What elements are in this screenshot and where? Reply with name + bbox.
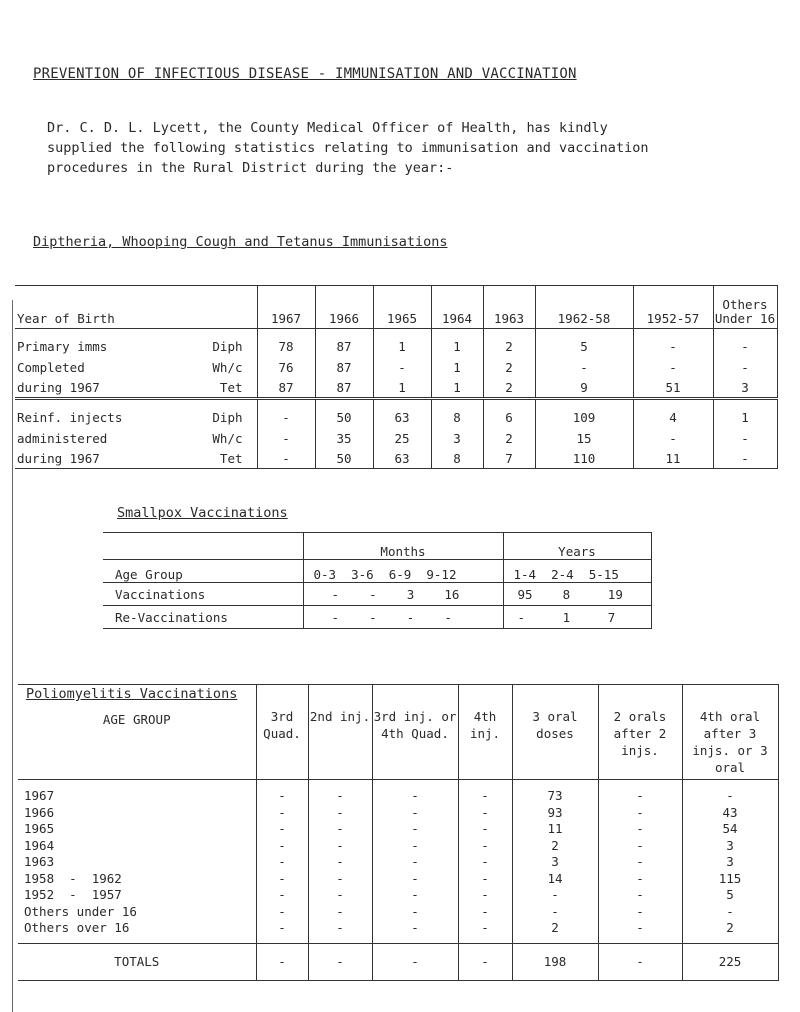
table-cell: - [308, 854, 372, 871]
vaccine-label: Tet [185, 448, 257, 469]
table-cell: 9 [535, 377, 633, 399]
table-cell: 87 [315, 329, 373, 358]
table-cell: 93 [512, 805, 598, 822]
totals-cell: - [308, 943, 372, 980]
table-cell: 8 [431, 399, 483, 429]
dwt-section-title: Diptheria, Whooping Cough and Tetanus Immunisations [33, 234, 448, 250]
table-cell: - [372, 838, 458, 855]
table-cell: - [458, 780, 512, 805]
column-header: 2 orals after 2 injs. [598, 685, 682, 780]
table-cell: 73 [512, 780, 598, 805]
table-cell: - [256, 780, 308, 805]
column-header: 1962-58 [535, 286, 633, 329]
age-group-label: Others over 16 [18, 920, 256, 943]
table-cell: 3 [512, 854, 598, 871]
vaccine-label: Tet [185, 377, 257, 399]
table-row [15, 329, 777, 358]
months-header: Months [303, 533, 503, 560]
table-cell: - [256, 821, 308, 838]
table-cell: - [256, 887, 308, 904]
table-cell: - [458, 887, 512, 904]
age-group-header-cell [18, 685, 256, 780]
table-row [18, 805, 778, 822]
table-cell: - [598, 838, 682, 855]
column-header: 3 oral doses [512, 685, 598, 780]
years-values: - 1 7 [503, 606, 651, 629]
table-row [18, 871, 778, 888]
age-group-label: 1964 [24, 837, 55, 853]
table-row [18, 838, 778, 855]
table-row [15, 448, 777, 469]
table-cell: - [713, 448, 777, 469]
table-cell: 115 [682, 871, 778, 888]
table-cell: - [512, 887, 598, 904]
table-cell: 50 [315, 448, 373, 469]
table-cell: - [458, 904, 512, 921]
vaccine-label: Wh/c [212, 430, 243, 446]
table-cell: 87 [315, 357, 373, 377]
column-header: Others Under 16 [713, 286, 777, 329]
table-cell: - [458, 920, 512, 943]
table-cell: - [256, 871, 308, 888]
table-cell: 1 [431, 377, 483, 399]
smallpox-table [103, 532, 652, 629]
smallpox-section-title: Smallpox Vaccinations [117, 505, 288, 521]
age-group-header: Age Group [103, 560, 303, 583]
column-header [185, 286, 257, 329]
table-cell: 110 [535, 448, 633, 469]
age-group-label: 1963 [24, 854, 55, 869]
table-cell: - [598, 854, 682, 871]
column-header: 4th inj. [458, 685, 512, 780]
table-header-row [15, 286, 777, 329]
table-cell: - [633, 329, 713, 358]
row-label: Vaccinations [103, 583, 303, 606]
row-label: Primary imms [17, 338, 108, 354]
age-group-label: Others under 16 [24, 903, 137, 919]
table-cell: 3 [713, 377, 777, 399]
table-cell: 1 [373, 329, 431, 358]
table-cell: - [373, 357, 431, 377]
intro-line: procedures in the Rural District during the year:- [47, 160, 454, 176]
table-row [15, 377, 777, 399]
table-cell: 5 [535, 329, 633, 358]
totals-cell: 198 [512, 943, 598, 980]
table-cell: - [372, 871, 458, 888]
table-cell: - [372, 854, 458, 871]
table-row [103, 606, 651, 629]
age-group-label: 1952 - 1957 [24, 887, 122, 902]
age-group-label: 1965 [24, 821, 55, 836]
row-label: administered [17, 430, 108, 446]
table-cell: - [535, 357, 633, 377]
vaccine-label: Wh/c [212, 359, 243, 375]
table-cell: 35 [315, 428, 373, 448]
table-cell: - [308, 887, 372, 904]
table-cell: - [458, 838, 512, 855]
table-row [15, 399, 777, 429]
table-cell: 6 [483, 399, 535, 429]
table-cell: - [372, 920, 458, 943]
table-cell: - [713, 357, 777, 377]
column-header: 1963 [483, 286, 535, 329]
table-cell: - [713, 428, 777, 448]
totals-cell: - [598, 943, 682, 980]
table-cell: 76 [257, 357, 315, 377]
table-cell: 54 [682, 821, 778, 838]
table-cell: - [256, 904, 308, 921]
polio-section-title: Poliomyelitis Vaccinations [26, 686, 238, 702]
table-cell: - [598, 805, 682, 822]
totals-cell: 225 [682, 943, 778, 980]
table-cell: - [372, 805, 458, 822]
table-cell: 14 [512, 871, 598, 888]
table-row [18, 920, 778, 943]
years-subheader: 1-4 2-4 5-15 [503, 560, 651, 583]
table-cell: - [598, 871, 682, 888]
table-cell: 3 [682, 854, 778, 871]
table-cell: 1 [373, 377, 431, 399]
dwt-immunisation-table [15, 285, 778, 469]
table-subheader-row [103, 560, 651, 583]
table-cell: - [598, 920, 682, 943]
table-row [18, 821, 778, 838]
table-cell: 1 [431, 329, 483, 358]
table-cell: 7 [483, 448, 535, 469]
table-cell: - [308, 904, 372, 921]
table-cell: - [256, 805, 308, 822]
totals-label: TOTALS [18, 943, 256, 980]
vaccine-label: Diph [212, 409, 243, 425]
table-cell: - [458, 871, 512, 888]
table-cell: - [372, 780, 458, 805]
totals-cell: - [256, 943, 308, 980]
table-cell: - [256, 920, 308, 943]
table-cell: - [308, 805, 372, 822]
table-cell: - [372, 821, 458, 838]
table-cell: 15 [535, 428, 633, 448]
months-values: - - 3 16 [303, 583, 503, 606]
row-label: Reinf. injects [17, 409, 123, 425]
table-cell: 4 [633, 399, 713, 429]
table-cell: 8 [431, 448, 483, 469]
table-cell: 1 [713, 399, 777, 429]
table-cell: 5 [682, 887, 778, 904]
table-cell: 3 [431, 428, 483, 448]
blank-header [103, 533, 303, 560]
table-cell: - [257, 448, 315, 469]
table-cell: - [512, 904, 598, 921]
table-cell: 11 [633, 448, 713, 469]
table-cell: - [257, 428, 315, 448]
table-row [15, 428, 777, 448]
table-cell: - [598, 904, 682, 921]
table-cell: - [598, 821, 682, 838]
age-group-label: 1958 - 1962 [24, 870, 122, 886]
table-cell: 1 [431, 357, 483, 377]
table-row [18, 780, 778, 805]
table-cell: - [308, 920, 372, 943]
row-label: Completed [17, 359, 85, 375]
age-group-label: 1966 [24, 804, 55, 820]
months-values: - - - - [303, 606, 503, 629]
table-cell: 87 [315, 377, 373, 399]
table-cell: 2 [682, 920, 778, 943]
column-header: 1964 [431, 286, 483, 329]
left-margin-rule [12, 300, 13, 1012]
row-label: during 1967 [15, 377, 185, 399]
table-cell: - [256, 838, 308, 855]
column-header: 1966 [315, 286, 373, 329]
table-cell: 63 [373, 448, 431, 469]
intro-line: supplied the following statistics relating to immunisation and vaccination [47, 140, 649, 156]
table-cell: 87 [257, 377, 315, 399]
table-cell: - [598, 780, 682, 805]
column-header: 2nd inj. [308, 685, 372, 780]
column-header: 1967 [257, 286, 315, 329]
table-cell: - [372, 887, 458, 904]
column-header: 1952-57 [633, 286, 713, 329]
table-cell: 51 [633, 377, 713, 399]
table-cell: - [256, 854, 308, 871]
table-cell: - [713, 329, 777, 358]
table-cell: - [308, 780, 372, 805]
column-header: 3rd inj. or 4th Quad. [372, 685, 458, 780]
table-cell: - [308, 871, 372, 888]
table-header-row [18, 685, 778, 780]
table-cell: 43 [682, 805, 778, 822]
table-cell: 11 [512, 821, 598, 838]
table-cell: - [458, 821, 512, 838]
totals-row [18, 943, 778, 980]
intro-line: Dr. C. D. L. Lycett, the County Medical Officer of Health, has kindly [47, 120, 608, 136]
table-row [103, 583, 651, 606]
table-cell: - [308, 821, 372, 838]
table-cell: 3 [682, 838, 778, 855]
years-values: 95 8 19 [503, 583, 651, 606]
table-cell: 2 [483, 357, 535, 377]
years-header: Years [503, 533, 651, 560]
totals-cell: - [372, 943, 458, 980]
table-cell: 2 [483, 377, 535, 399]
row-label: Re-Vaccinations [103, 606, 303, 629]
totals-cell: - [458, 943, 512, 980]
column-header: 3rd Quad. [256, 685, 308, 780]
table-cell: - [598, 887, 682, 904]
intro-paragraph [47, 118, 747, 178]
row-label: during 1967 [15, 448, 185, 469]
page-heading: PREVENTION OF INFECTIOUS DISEASE - IMMUNISATION AND VACCINATION [33, 66, 577, 82]
table-row [18, 854, 778, 871]
vaccine-label: Diph [212, 338, 243, 354]
table-cell: - [682, 904, 778, 921]
months-subheader: 0-3 3-6 6-9 9-12 [303, 560, 503, 583]
column-header: 4th oral after 3 injs. or 3 oral [682, 685, 778, 780]
table-cell: - [633, 428, 713, 448]
table-cell: 78 [257, 329, 315, 358]
table-cell: - [372, 904, 458, 921]
column-header: 1965 [373, 286, 431, 329]
table-row [18, 887, 778, 904]
table-cell: 25 [373, 428, 431, 448]
age-group-label: 1967 [18, 780, 256, 805]
table-cell: - [458, 805, 512, 822]
table-cell: 63 [373, 399, 431, 429]
table-cell: 2 [483, 329, 535, 358]
table-cell: - [308, 838, 372, 855]
table-cell: - [633, 357, 713, 377]
table-row [18, 904, 778, 921]
table-row [15, 357, 777, 377]
table-cell: 2 [483, 428, 535, 448]
table-cell: 50 [315, 399, 373, 429]
table-cell: - [458, 854, 512, 871]
table-cell: - [257, 399, 315, 429]
table-cell: 2 [512, 920, 598, 943]
table-cell: 109 [535, 399, 633, 429]
table-cell: - [682, 780, 778, 805]
table-header-row [103, 533, 651, 560]
age-group-header: AGE GROUP [102, 712, 171, 727]
table-cell: 2 [512, 838, 598, 855]
column-header: Year of Birth [15, 286, 185, 329]
polio-table [18, 684, 779, 981]
